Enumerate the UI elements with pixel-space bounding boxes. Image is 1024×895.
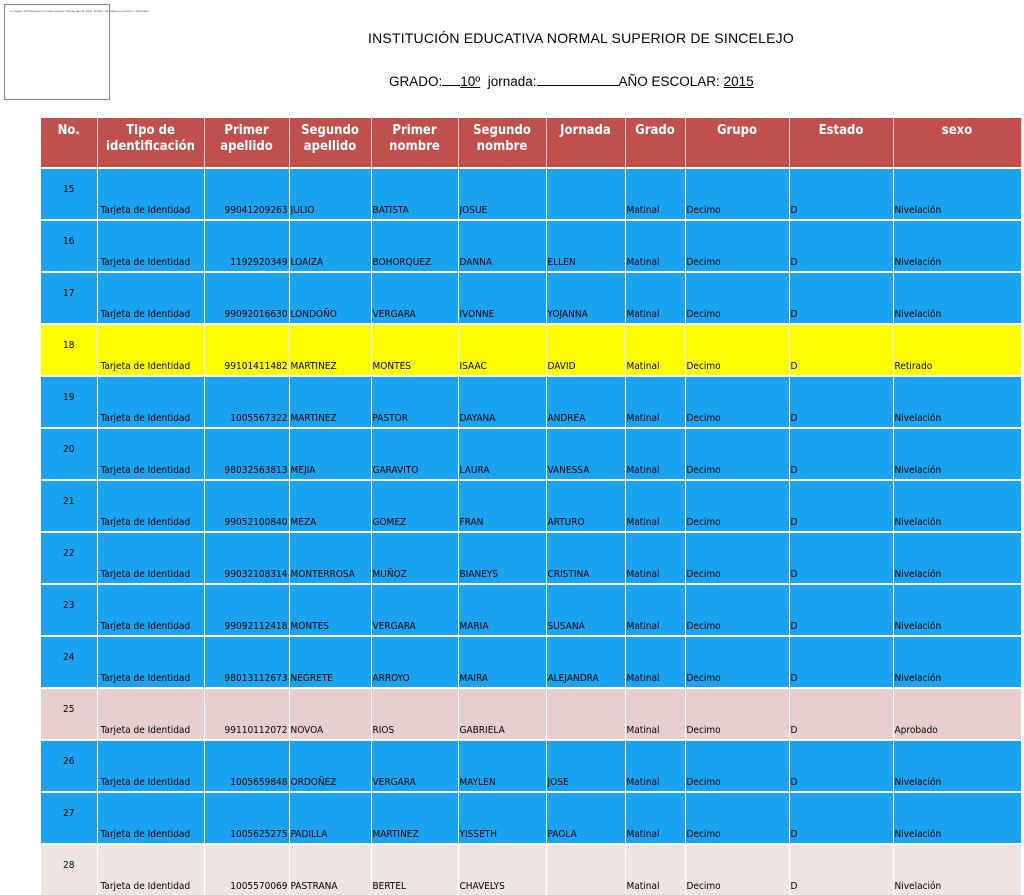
row-number-cell: 21 [41,480,97,532]
student-roster-table [41,118,1022,895]
estado-cell: Retirado [893,324,1021,376]
grado-cell: Decimo [685,272,789,324]
jornada-cell: Matinal [625,220,685,272]
segundo-nombre-cell: ARTURO [546,480,625,532]
grupo-cell: D [789,428,893,480]
segundo-nombre-cell: VANESSA [546,428,625,480]
col-header-estado: Estado [789,118,893,168]
segundo-apellido-cell: RIOS [371,688,458,740]
grado-cell: Decimo [685,168,789,220]
segundo-apellido-cell: MONTES [371,324,458,376]
estado-cell: Nivelación [893,480,1021,532]
primer-nombre-cell: MARIA [458,584,546,636]
col-header-grupo: Grupo [685,118,789,168]
grupo-cell: D [789,688,893,740]
segundo-nombre-cell [546,688,625,740]
segundo-nombre-cell: JOSE [546,740,625,792]
jornada-cell: Matinal [625,584,685,636]
segundo-apellido-cell: GOMEZ [371,480,458,532]
col-header-segundo-apellido: Segundo apellido [289,118,371,168]
grupo-cell: D [789,532,893,584]
segundo-nombre-cell [546,844,625,895]
primer-nombre-cell: ISAAC [458,324,546,376]
segundo-apellido-cell: BERTEL [371,844,458,895]
table-row [41,844,1021,895]
col-header-no: No. [41,118,97,168]
jornada-cell: Matinal [625,324,685,376]
tipo-identificacion-cell: Tarjeta de Identidad [97,532,204,584]
segundo-apellido-cell: GARAVITO [371,428,458,480]
anio-value: 2015 [723,74,754,89]
primer-apellido-cell: NEGRETE [289,636,371,688]
primer-apellido-cell: MONTERROSA [289,532,371,584]
primer-nombre-cell: GABRIELA [458,688,546,740]
grupo-cell: D [789,740,893,792]
estado-cell: Nivelación [893,740,1021,792]
tipo-identificacion-cell: Tarjeta de Identidad [97,272,204,324]
tipo-identificacion-cell: Tarjeta de Identidad [97,792,204,844]
grado-cell: Decimo [685,532,789,584]
table-row [41,272,1021,324]
row-number-cell: 24 [41,636,97,688]
page-title: INSTITUCIÓN EDUCATIVA NORMAL SUPERIOR DE SINCELEJO [368,30,794,46]
documento-number-cell: 1005659848 [204,740,289,792]
documento-number-cell: 1005567322 [204,376,289,428]
row-number-cell: 26 [41,740,97,792]
table-row [41,584,1021,636]
grado-cell: Decimo [685,792,789,844]
primer-apellido-cell: MEZA [289,480,371,532]
estado-cell: Nivelación [893,584,1021,636]
tipo-identificacion-cell: Tarjeta de Identidad [97,480,204,532]
row-number-cell: 23 [41,584,97,636]
segundo-apellido-cell: VERGARA [371,272,458,324]
jornada-label: jornada: [487,74,537,89]
documento-number-cell: 98013112673 [204,636,289,688]
primer-apellido-cell: ORDOÑEZ [289,740,371,792]
estado-cell: Nivelación [893,376,1021,428]
jornada-cell: Matinal [625,272,685,324]
table-row [41,324,1021,376]
grupo-cell: D [789,584,893,636]
grade-line [389,74,754,89]
primer-apellido-cell: MARTINEZ [289,324,371,376]
row-number-cell: 18 [41,324,97,376]
school-logo-placeholder [4,4,150,100]
segundo-nombre-cell: PAOLA [546,792,625,844]
documento-number-cell: 99032108314 [204,532,289,584]
jornada-cell: Matinal [625,740,685,792]
jornada-cell: Matinal [625,480,685,532]
segundo-nombre-cell: YOJANNA [546,272,625,324]
broken-image-caption: La imagen vinculada no se puede mostrar. Puede que se haya movido, cambiado de nombre o eliminado. [9,9,150,13]
primer-nombre-cell: DANNA [458,220,546,272]
primer-apellido-cell: MEJIA [289,428,371,480]
primer-nombre-cell: JOSUE [458,168,546,220]
primer-apellido-cell: JULIO [289,168,371,220]
primer-apellido-cell: NOVOA [289,688,371,740]
tipo-identificacion-cell: Tarjeta de Identidad [97,376,204,428]
row-number-cell: 22 [41,532,97,584]
primer-apellido-cell: PASTRANA [289,844,371,895]
grado-cell: Decimo [685,584,789,636]
jornada-cell: Matinal [625,792,685,844]
documento-number-cell: 99041209263 [204,168,289,220]
jornada-cell: Matinal [625,532,685,584]
col-header-primer-apellido: Primer apellido [204,118,289,168]
segundo-apellido-cell: MUÑOZ [371,532,458,584]
documento-number-cell: 99052100840 [204,480,289,532]
documento-number-cell: 99101411482 [204,324,289,376]
jornada-cell: Matinal [625,844,685,895]
row-number-cell: 28 [41,844,97,895]
estado-cell: Nivelación [893,844,1021,895]
grupo-cell: D [789,480,893,532]
estado-cell: Nivelación [893,636,1021,688]
documento-number-cell: 1005625275 [204,792,289,844]
row-number-cell: 17 [41,272,97,324]
jornada-cell: Matinal [625,428,685,480]
segundo-apellido-cell: BOHORQUEZ [371,220,458,272]
grupo-cell: D [789,636,893,688]
col-header-primer-nombre: Primer nombre [371,118,458,168]
grado-cell: Decimo [685,636,789,688]
grado-cell: Decimo [685,740,789,792]
segundo-apellido-cell: PASTOR [371,376,458,428]
segundo-nombre-cell: CRISTINA [546,532,625,584]
table-row [41,480,1021,532]
estado-cell: Nivelación [893,428,1021,480]
tipo-identificacion-cell: Tarjeta de Identidad [97,688,204,740]
segundo-apellido-cell: VERGARA [371,740,458,792]
col-header-segundo-nombre: Segundo nombre [458,118,546,168]
estado-cell: Aprobado [893,688,1021,740]
grupo-cell: D [789,792,893,844]
primer-nombre-cell: MAIRA [458,636,546,688]
col-header-sexo: sexo [893,118,1021,168]
estado-cell: Nivelación [893,220,1021,272]
tipo-identificacion-cell: Tarjeta de Identidad [97,324,204,376]
grado-cell: Decimo [685,428,789,480]
documento-number-cell: 98032563813 [204,428,289,480]
segundo-apellido-cell: MARTINEZ [371,792,458,844]
col-header-grado: Grado [625,118,685,168]
primer-nombre-cell: BIANEYS [458,532,546,584]
segundo-nombre-cell: ANDREA [546,376,625,428]
documento-number-cell: 1192920349 [204,220,289,272]
segundo-nombre-cell: ELLEN [546,220,625,272]
table-row [41,220,1021,272]
grado-cell: Decimo [685,844,789,895]
primer-nombre-cell: LAURA [458,428,546,480]
segundo-nombre-cell: ALEJANDRA [546,636,625,688]
grado-cell: Decimo [685,376,789,428]
documento-number-cell: 99092112418 [204,584,289,636]
documento-number-cell: 99110112072 [204,688,289,740]
grado-label: GRADO: [389,74,443,89]
tipo-identificacion-cell: Tarjeta de Identidad [97,740,204,792]
grupo-cell: D [789,844,893,895]
tipo-identificacion-cell: Tarjeta de Identidad [97,844,204,895]
primer-apellido-cell: LOAIZA [289,220,371,272]
segundo-apellido-cell: ARROYO [371,636,458,688]
col-header-jornada: Jornada [546,118,625,168]
grado-value: 10º [460,74,481,89]
jornada-cell: Matinal [625,636,685,688]
table-row [41,792,1021,844]
grado-cell: Decimo [685,688,789,740]
table-header-row [41,118,1021,168]
primer-apellido-cell: MARTINEZ [289,376,371,428]
tipo-identificacion-cell: Tarjeta de Identidad [97,168,204,220]
table-row [41,428,1021,480]
jornada-cell: Matinal [625,688,685,740]
primer-nombre-cell: FRAN [458,480,546,532]
primer-nombre-cell: IVONNE [458,272,546,324]
segundo-nombre-cell: SUSANA [546,584,625,636]
tipo-identificacion-cell: Tarjeta de Identidad [97,584,204,636]
segundo-nombre-cell [546,168,625,220]
estado-cell: Nivelación [893,168,1021,220]
anio-label: AÑO ESCOLAR: [618,74,724,89]
primer-nombre-cell: DAYANA [458,376,546,428]
grupo-cell: D [789,168,893,220]
primer-nombre-cell: YISSETH [458,792,546,844]
segundo-apellido-cell: VERGARA [371,584,458,636]
col-header-tipo: Tipo de identificación [97,118,204,168]
grado-blank [442,74,460,86]
documento-number-cell: 99092016630 [204,272,289,324]
grupo-cell: D [789,376,893,428]
primer-apellido-cell: PADILLA [289,792,371,844]
jornada-blank [537,74,619,86]
grupo-cell: D [789,272,893,324]
row-number-cell: 15 [41,168,97,220]
primer-nombre-cell: MAYLEN [458,740,546,792]
grado-cell: Decimo [685,480,789,532]
tipo-identificacion-cell: Tarjeta de Identidad [97,428,204,480]
tipo-identificacion-cell: Tarjeta de Identidad [97,220,204,272]
grado-cell: Decimo [685,220,789,272]
row-number-cell: 25 [41,688,97,740]
jornada-cell: Matinal [625,168,685,220]
tipo-identificacion-cell: Tarjeta de Identidad [97,636,204,688]
estado-cell: Nivelación [893,792,1021,844]
row-number-cell: 27 [41,792,97,844]
primer-nombre-cell: CHAVELYS [458,844,546,895]
grupo-cell: D [789,324,893,376]
row-number-cell: 16 [41,220,97,272]
estado-cell: Nivelación [893,272,1021,324]
primer-apellido-cell: MONTES [289,584,371,636]
jornada-cell: Matinal [625,376,685,428]
table-row [41,688,1021,740]
estado-cell: Nivelación [893,532,1021,584]
row-number-cell: 20 [41,428,97,480]
grupo-cell: D [789,220,893,272]
documento-number-cell: 1005570069 [204,844,289,895]
primer-apellido-cell: LONDOÑO [289,272,371,324]
row-number-cell: 19 [41,376,97,428]
table-row [41,636,1021,688]
segundo-apellido-cell: BATISTA [371,168,458,220]
table-row [41,532,1021,584]
table-row [41,740,1021,792]
segundo-nombre-cell: DAVID [546,324,625,376]
table-row [41,376,1021,428]
table-row [41,168,1021,220]
grado-cell: Decimo [685,324,789,376]
